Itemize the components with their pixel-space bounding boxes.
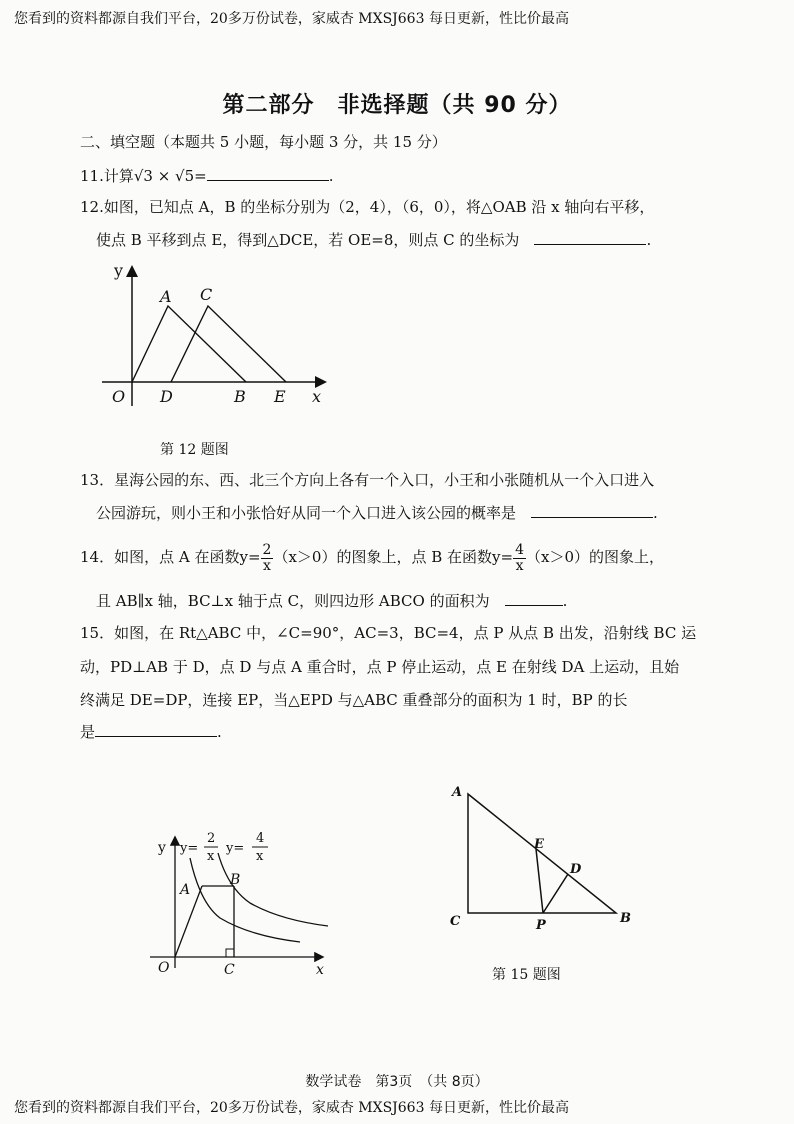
q14-part2: 的图象上，点 B 在函数 xyxy=(336,548,493,566)
part-title: 第二部分 非选择题（共 90 分） xyxy=(222,93,572,118)
question-14-line1 xyxy=(80,540,664,574)
q14-line2-text: 且 AB∥x 轴，BC⊥x 轴于点 C，则四边形 ABCO 的面积为 xyxy=(96,592,490,610)
figure-15 xyxy=(448,780,648,940)
fig14-eq1-num: 2 xyxy=(207,831,216,846)
fig12-label-b: B xyxy=(234,387,246,406)
fig15-label-e: E xyxy=(534,837,544,852)
fig12-triangle-dce xyxy=(171,306,286,382)
fig14-label-o: O xyxy=(158,960,170,976)
question-12-line2: 使点 B 平移到点 E，得到△DCE，若 OE=8，则点 C 的坐标为 . xyxy=(96,231,652,249)
watermark-banner-top: 您看到的资料都源自我们平台，20多万份试卷，家威杏 MXSJ663 每日更新，性比价最高 xyxy=(14,11,569,27)
q15-line4-text: 是 xyxy=(80,723,96,741)
fig14-eq2-lhs: y= xyxy=(226,841,245,856)
fig14-label-a: A xyxy=(180,882,191,898)
q13-line2-text: 公园游玩，则小王和小张恰好从同一个入口进入该公园的概率是 xyxy=(96,504,517,522)
fig15-label-c: C xyxy=(450,914,461,929)
watermark-banner-bottom: 您看到的资料都源自我们平台，20多万份试卷，家威杏 MXSJ663 每日更新，性比价最高 xyxy=(14,1100,569,1116)
fig14-label-b: B xyxy=(230,872,241,888)
section-heading: 二、填空题（本题共 5 小题，每小题 3 分，共 15 分） xyxy=(80,133,447,151)
question-14-line2: 且 AB∥x 轴，BC⊥x 轴于点 C，则四边形 ABCO 的面积为 . xyxy=(96,592,568,610)
q14-part3: 的图象上， xyxy=(589,548,665,566)
q15-line2: 动，PD⊥AB 于 D，点 D 与点 A 重合时，点 P 停止运动，点 E 在射线 DA 上运动，且始 xyxy=(80,658,680,676)
fig15-label-a: A xyxy=(452,785,463,800)
fig14-eq1-lhs: y= xyxy=(180,841,199,856)
figure-12 xyxy=(96,258,346,438)
question-13-line2: 公园游玩，则小王和小张恰好从同一个入口进入该公园的概率是 . xyxy=(96,504,658,522)
fig14-label-c: C xyxy=(224,962,235,978)
q14-func1-cond: （x＞0） xyxy=(273,548,337,566)
question-15-line4: 是 . xyxy=(80,723,222,741)
q11-text: 11.计算√3 × √5= xyxy=(80,167,207,185)
fig12-label-x: x xyxy=(312,387,322,406)
q14-func2-fraction xyxy=(513,543,526,574)
fig12-label-a: A xyxy=(160,287,172,306)
fig15-label-b: B xyxy=(620,911,631,926)
q13-answer-blank[interactable] xyxy=(531,503,653,518)
fig12-label-c: C xyxy=(200,285,213,304)
q14-func1-num: 2 xyxy=(262,541,272,558)
q15-line3: 终满足 DE=DP，连接 EP，当△EPD 与△ABC 重叠部分的面积为 1 时，BP 的长 xyxy=(80,691,628,709)
q14-func2-lhs: y= xyxy=(492,548,514,566)
q14-func2-den: x xyxy=(515,557,524,574)
fig14-eq2-num: 4 xyxy=(256,831,265,846)
fig15-segment-pd xyxy=(543,874,568,913)
fig15-label-d: D xyxy=(570,862,582,877)
fig15-label-p: P xyxy=(536,918,546,933)
fig14-right-angle-mark xyxy=(226,949,234,957)
page-footer: 数学试卷 第3页 （共 8页） xyxy=(305,1074,489,1090)
fig14-eq2-den: x xyxy=(256,849,264,864)
q12-line1: 12.如图，已知点 A，B 的坐标分别为（2，4），（6，0），将△OAB 沿 x 轴向右平移， xyxy=(80,198,655,216)
q13-line1: 13．星海公园的东、西、北三个方向上各有一个入口，小王和小张随机从一个入口进入 xyxy=(80,471,655,489)
q15-line1: 15．如图，在 Rt△ABC 中，∠C=90°，AC=3，BC=4，点 P 从点 B 出发，沿射线 BC 运 xyxy=(80,624,697,642)
figure-15-caption: 第 15 题图 xyxy=(492,967,561,983)
figure-12-caption: 第 12 题图 xyxy=(160,442,229,458)
q11-answer-blank[interactable] xyxy=(207,166,329,181)
q12-answer-blank[interactable] xyxy=(534,230,646,245)
fig12-label-y: y xyxy=(114,261,124,280)
q14-func1-lhs: y= xyxy=(239,548,261,566)
q14-func2-cond: （x＞0） xyxy=(525,548,589,566)
question-11: 11.计算√3 × √5= . xyxy=(80,167,334,185)
q14-func1-den: x xyxy=(263,557,271,574)
fig12-label-e: E xyxy=(274,387,286,406)
q14-func1-fraction xyxy=(261,543,274,574)
fig15-triangle-abc xyxy=(468,794,616,913)
fig14-label-x: x xyxy=(316,962,324,978)
q12-line2-text: 使点 B 平移到点 E，得到△DCE，若 OE=8，则点 C 的坐标为 xyxy=(96,231,520,249)
q14-func2-num: 4 xyxy=(515,541,524,558)
fig14-eq1-den: x xyxy=(207,849,215,864)
q14-answer-blank[interactable] xyxy=(505,591,563,606)
fig14-label-y: y xyxy=(158,840,166,856)
q14-part1: 14．如图，点 A 在函数 xyxy=(80,548,240,566)
fig12-label-d: D xyxy=(160,387,173,406)
fig12-label-o: O xyxy=(112,387,126,406)
fig15-segment-ep xyxy=(536,849,543,913)
figure-14 xyxy=(150,828,350,978)
q15-answer-blank[interactable] xyxy=(95,722,217,737)
